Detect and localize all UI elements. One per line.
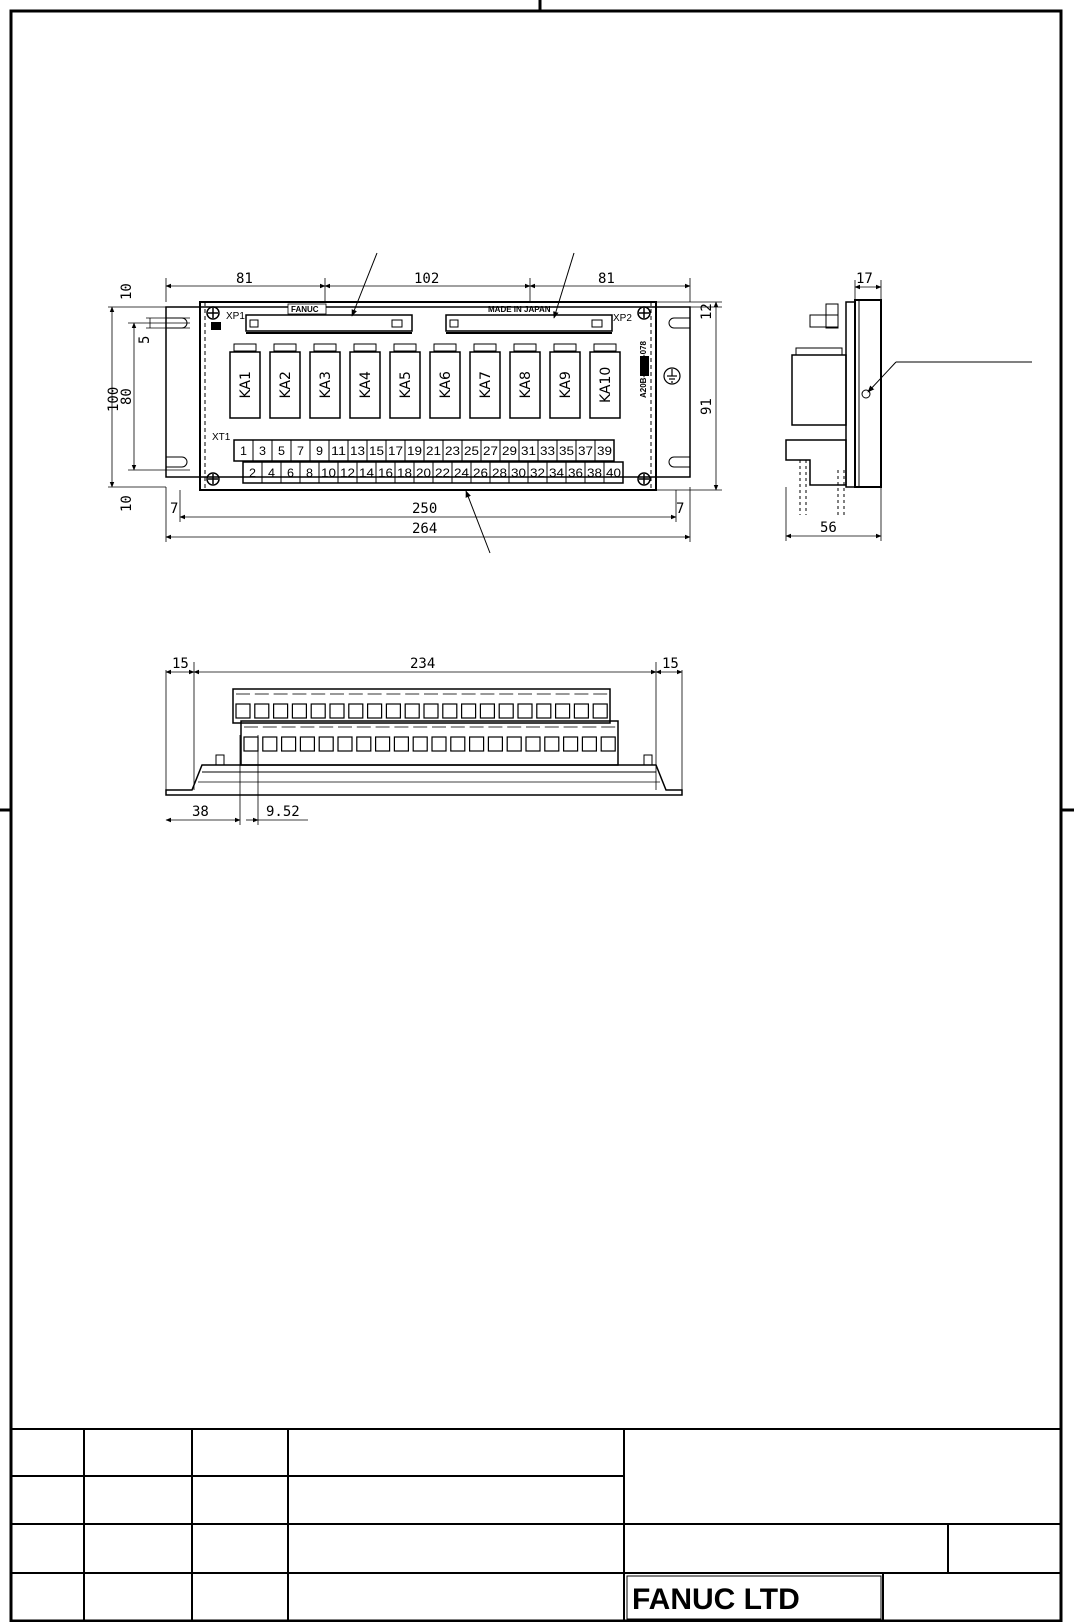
svg-text:4: 4: [268, 466, 276, 480]
dim-right-offset: 12: [699, 303, 715, 320]
relay-ka4: [350, 344, 380, 418]
terminal-4: [262, 462, 281, 483]
terminal-15: [367, 440, 386, 461]
svg-text:37: 37: [578, 444, 594, 458]
dim-bottom-overall: 264: [412, 521, 438, 537]
relay-label: KA9: [558, 371, 574, 399]
terminal-13: [348, 440, 367, 461]
dim-bottom-right-margin: 7: [676, 501, 685, 517]
terminal-row-odd: [234, 440, 614, 461]
relay-group: [230, 344, 620, 418]
dim-bv-right: 15: [662, 656, 679, 672]
dim-right-board-height: 91: [699, 398, 715, 415]
terminal-37: [576, 440, 595, 461]
connector-xp2: [446, 315, 612, 331]
terminal-40: [604, 462, 623, 483]
svg-text:2: 2: [249, 466, 257, 480]
dim-side-bottom: 56: [820, 520, 837, 536]
dim-bv-left: 15: [172, 656, 189, 672]
svg-text:34: 34: [549, 466, 565, 480]
terminal-6: [281, 462, 300, 483]
svg-text:36: 36: [568, 466, 584, 480]
relay-label: KA4: [358, 371, 374, 399]
terminal-22: [433, 462, 452, 483]
relay-ka3: [310, 344, 340, 418]
svg-text:18: 18: [397, 466, 413, 480]
svg-text:33: 33: [540, 444, 556, 458]
svg-text:31: 31: [521, 444, 537, 458]
terminal-28: [490, 462, 509, 483]
svg-text:15: 15: [369, 444, 385, 458]
svg-text:22: 22: [435, 466, 451, 480]
terminal-34: [547, 462, 566, 483]
svg-text:13: 13: [350, 444, 366, 458]
relay-ka2: [270, 344, 300, 418]
svg-text:3: 3: [259, 444, 267, 458]
title-block: [11, 1429, 1061, 1621]
terminal-33: [538, 440, 557, 461]
dim-bv-middle: 234: [410, 656, 436, 672]
dim-top-middle: 102: [414, 271, 440, 287]
terminal-21: [424, 440, 443, 461]
dim-bottom-board-width: 250: [412, 501, 438, 517]
sheet-border: [11, 11, 1061, 1621]
slot-bottom-left: [166, 457, 187, 467]
xp1-label: XP1: [226, 311, 245, 322]
terminal-24: [452, 462, 471, 483]
svg-text:7: 7: [297, 444, 305, 458]
svg-text:11: 11: [331, 444, 347, 458]
slot-top-right: [669, 318, 690, 328]
terminal-23: [443, 440, 462, 461]
svg-text:25: 25: [464, 444, 480, 458]
terminal-18: [395, 462, 414, 483]
connector-xp1: [246, 315, 412, 331]
dim-left-bottom-offset: 10: [119, 495, 135, 512]
terminal-3: [253, 440, 272, 461]
svg-text:16: 16: [378, 466, 394, 480]
board-brand: FANUC: [291, 305, 319, 314]
terminal-38: [585, 462, 604, 483]
dim-bv-pitch: 9.52: [266, 804, 300, 820]
bottom-view: [166, 662, 682, 825]
svg-text:29: 29: [502, 444, 518, 458]
relay-ka9: [550, 344, 580, 418]
terminal-12: [338, 462, 357, 483]
terminal-7: [291, 440, 310, 461]
svg-text:10: 10: [321, 466, 337, 480]
terminal-17: [386, 440, 405, 461]
relay-label: KA7: [478, 371, 494, 399]
terminal-20: [414, 462, 433, 483]
terminal-26: [471, 462, 490, 483]
relay-ka10: [590, 344, 620, 418]
terminal-8: [300, 462, 319, 483]
terminal-35: [557, 440, 576, 461]
dim-bottom-left-margin: 7: [170, 501, 179, 517]
xt1-label: XT1: [212, 432, 231, 443]
svg-text:9: 9: [316, 444, 324, 458]
svg-text:38: 38: [587, 466, 603, 480]
svg-text:14: 14: [359, 466, 375, 480]
svg-text:19: 19: [407, 444, 423, 458]
dim-side-top: 17: [856, 271, 873, 287]
terminal-10: [319, 462, 338, 483]
dim-left-overall: 100: [106, 386, 122, 412]
relay-ka5: [390, 344, 420, 418]
svg-text:24: 24: [454, 466, 470, 480]
ground-icon: [664, 368, 680, 384]
svg-text:1: 1: [240, 444, 248, 458]
svg-text:40: 40: [606, 466, 622, 480]
svg-text:20: 20: [416, 466, 432, 480]
made-in-japan: MADE IN JAPAN: [488, 305, 551, 314]
terminal-27: [481, 440, 500, 461]
relay-label: KA3: [318, 371, 334, 399]
dim-left-slot: 5: [137, 335, 153, 344]
relay-ka8: [510, 344, 540, 418]
terminal-31: [519, 440, 538, 461]
terminal-row-even: [243, 462, 623, 483]
dim-bv-offset: 38: [192, 804, 209, 820]
terminal-32: [528, 462, 547, 483]
terminal-2: [243, 462, 262, 483]
svg-text:30: 30: [511, 466, 527, 480]
svg-text:23: 23: [445, 444, 461, 458]
terminal-11: [329, 440, 348, 461]
svg-text:8: 8: [306, 466, 314, 480]
svg-text:12: 12: [340, 466, 356, 480]
relay-ka7: [470, 344, 500, 418]
terminal-29: [500, 440, 519, 461]
svg-text:39: 39: [597, 444, 613, 458]
xp2-label: XP2: [613, 313, 632, 324]
terminal-16: [376, 462, 395, 483]
svg-text:26: 26: [473, 466, 489, 480]
terminal-5: [272, 440, 291, 461]
terminal-25: [462, 440, 481, 461]
terminal-30: [509, 462, 528, 483]
relay-label: KA6: [438, 371, 454, 399]
company-name: FANUC LTD: [632, 1583, 800, 1616]
terminal-14: [357, 462, 376, 483]
relay-label: KA8: [518, 371, 534, 399]
terminal-19: [405, 440, 424, 461]
dim-left-top-offset: 10: [119, 283, 135, 300]
relay-label: KA5: [398, 371, 414, 399]
svg-text:32: 32: [530, 466, 546, 480]
relay-label: KA1: [238, 371, 254, 399]
front-view: [106, 253, 722, 553]
terminal-36: [566, 462, 585, 483]
svg-text:5: 5: [278, 444, 286, 458]
relay-ka1: [230, 344, 260, 418]
dim-top-right: 81: [598, 271, 615, 287]
svg-text:21: 21: [426, 444, 442, 458]
svg-text:17: 17: [388, 444, 404, 458]
terminal-9: [310, 440, 329, 461]
dim-left-pitch: 80: [119, 388, 135, 405]
svg-text:27: 27: [483, 444, 499, 458]
slot-bottom-right: [669, 457, 690, 467]
relay-label: KA2: [278, 371, 294, 399]
svg-text:28: 28: [492, 466, 508, 480]
relay-label: KA10: [598, 366, 614, 403]
terminal-39: [595, 440, 614, 461]
dim-top-left: 81: [236, 271, 253, 287]
svg-text:6: 6: [287, 466, 295, 480]
terminal-1: [234, 440, 253, 461]
relay-ka6: [430, 344, 460, 418]
svg-text:35: 35: [559, 444, 575, 458]
side-view: [786, 280, 1032, 541]
